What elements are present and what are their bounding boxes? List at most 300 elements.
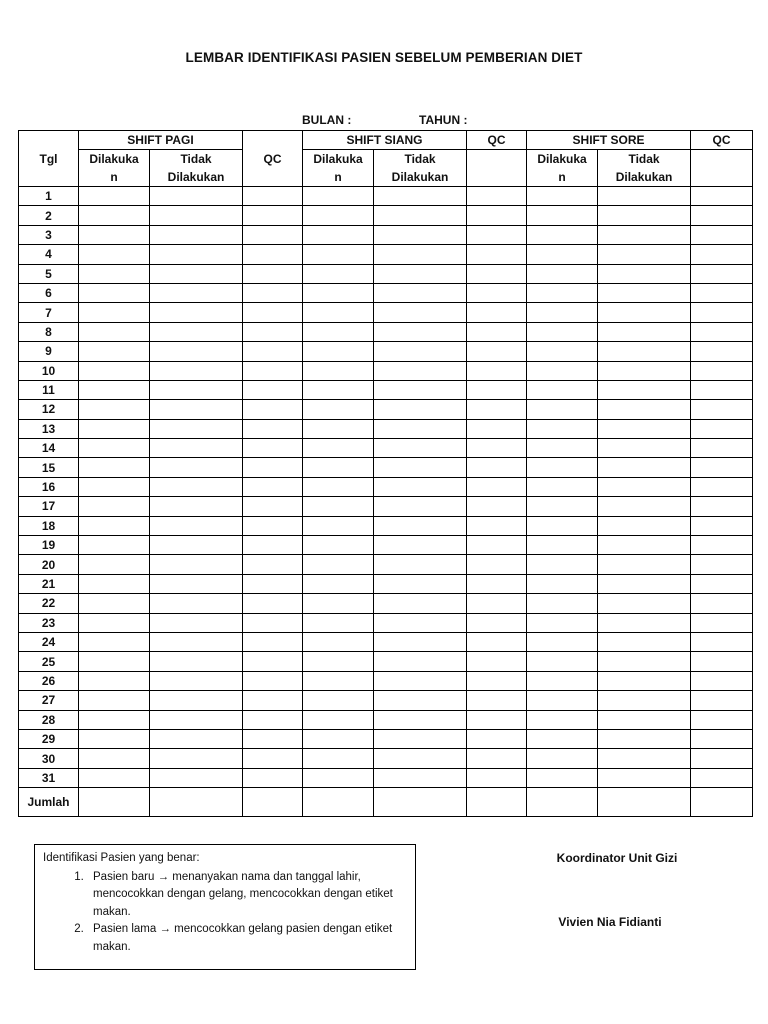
entry-cell[interactable]	[150, 749, 243, 768]
entry-cell[interactable]	[303, 458, 374, 477]
entry-cell[interactable]	[527, 613, 598, 632]
entry-cell[interactable]	[150, 264, 243, 283]
entry-cell[interactable]	[79, 710, 150, 729]
entry-cell[interactable]	[691, 594, 753, 613]
entry-cell[interactable]	[374, 691, 467, 710]
entry-cell[interactable]	[598, 594, 691, 613]
entry-cell[interactable]	[598, 574, 691, 593]
entry-cell[interactable]	[150, 555, 243, 574]
entry-cell[interactable]	[527, 768, 598, 787]
entry-cell[interactable]	[527, 361, 598, 380]
entry-cell[interactable]	[467, 516, 527, 535]
entry-cell[interactable]	[374, 206, 467, 225]
total-cell[interactable]	[374, 788, 467, 817]
entry-cell[interactable]	[527, 264, 598, 283]
entry-cell[interactable]	[150, 225, 243, 244]
entry-cell[interactable]	[243, 458, 303, 477]
entry-cell[interactable]	[303, 652, 374, 671]
entry-cell[interactable]	[243, 652, 303, 671]
entry-cell[interactable]	[598, 361, 691, 380]
entry-cell[interactable]	[243, 419, 303, 438]
entry-cell[interactable]	[467, 283, 527, 302]
entry-cell[interactable]	[303, 632, 374, 651]
entry-cell[interactable]	[303, 594, 374, 613]
entry-cell[interactable]	[691, 536, 753, 555]
entry-cell[interactable]	[150, 516, 243, 535]
entry-cell[interactable]	[303, 225, 374, 244]
entry-cell[interactable]	[79, 439, 150, 458]
entry-cell[interactable]	[691, 206, 753, 225]
entry-cell[interactable]	[303, 380, 374, 399]
entry-cell[interactable]	[527, 671, 598, 690]
entry-cell[interactable]	[691, 710, 753, 729]
entry-cell[interactable]	[374, 749, 467, 768]
entry-cell[interactable]	[79, 768, 150, 787]
entry-cell[interactable]	[467, 419, 527, 438]
entry-cell[interactable]	[374, 516, 467, 535]
entry-cell[interactable]	[374, 303, 467, 322]
entry-cell[interactable]	[527, 632, 598, 651]
entry-cell[interactable]	[527, 322, 598, 341]
entry-cell[interactable]	[79, 632, 150, 651]
entry-cell[interactable]	[374, 477, 467, 496]
qc-header-siang: QC	[467, 131, 527, 150]
entry-cell[interactable]	[150, 574, 243, 593]
entry-cell[interactable]	[79, 574, 150, 593]
entry-cell[interactable]	[374, 400, 467, 419]
entry-cell[interactable]	[527, 303, 598, 322]
entry-cell[interactable]	[303, 536, 374, 555]
entry-cell[interactable]	[150, 322, 243, 341]
entry-cell[interactable]	[243, 768, 303, 787]
entry-cell[interactable]	[467, 225, 527, 244]
entry-cell[interactable]	[598, 283, 691, 302]
entry-cell[interactable]	[374, 458, 467, 477]
note-list	[43, 869, 407, 957]
entry-cell[interactable]	[79, 458, 150, 477]
entry-cell[interactable]	[467, 536, 527, 555]
entry-cell[interactable]	[79, 283, 150, 302]
entry-cell[interactable]	[79, 594, 150, 613]
entry-cell[interactable]	[243, 536, 303, 555]
entry-cell[interactable]	[79, 691, 150, 710]
entry-cell[interactable]	[691, 671, 753, 690]
entry-cell[interactable]	[79, 187, 150, 206]
entry-cell[interactable]	[467, 691, 527, 710]
entry-cell[interactable]	[374, 729, 467, 748]
entry-cell[interactable]	[150, 303, 243, 322]
entry-cell[interactable]	[467, 439, 527, 458]
entry-cell[interactable]	[303, 749, 374, 768]
entry-cell[interactable]	[598, 710, 691, 729]
entry-cell[interactable]	[79, 497, 150, 516]
entry-cell[interactable]	[598, 303, 691, 322]
entry-cell[interactable]	[598, 439, 691, 458]
entry-cell[interactable]	[527, 536, 598, 555]
entry-cell[interactable]	[467, 245, 527, 264]
entry-cell[interactable]	[150, 671, 243, 690]
entry-cell[interactable]	[374, 555, 467, 574]
total-cell[interactable]	[527, 788, 598, 817]
entry-cell[interactable]	[691, 342, 753, 361]
entry-cell[interactable]	[79, 380, 150, 399]
entry-cell[interactable]	[691, 691, 753, 710]
entry-cell[interactable]	[598, 729, 691, 748]
entry-cell[interactable]	[598, 245, 691, 264]
entry-cell[interactable]	[303, 574, 374, 593]
entry-cell[interactable]	[374, 613, 467, 632]
entry-cell[interactable]	[467, 342, 527, 361]
entry-cell[interactable]	[691, 574, 753, 593]
entry-cell[interactable]	[243, 206, 303, 225]
entry-cell[interactable]	[598, 555, 691, 574]
entry-cell[interactable]	[527, 245, 598, 264]
entry-cell[interactable]	[374, 419, 467, 438]
entry-cell[interactable]	[79, 206, 150, 225]
entry-cell[interactable]	[467, 652, 527, 671]
total-cell[interactable]	[79, 788, 150, 817]
entry-cell[interactable]	[527, 652, 598, 671]
total-cell[interactable]	[691, 788, 753, 817]
entry-cell[interactable]	[243, 671, 303, 690]
entry-cell[interactable]	[150, 710, 243, 729]
entry-cell[interactable]	[79, 749, 150, 768]
entry-cell[interactable]	[691, 264, 753, 283]
entry-cell[interactable]	[243, 245, 303, 264]
entry-cell[interactable]	[79, 400, 150, 419]
entry-cell[interactable]	[691, 361, 753, 380]
entry-cell[interactable]	[691, 749, 753, 768]
entry-cell[interactable]	[527, 477, 598, 496]
entry-cell[interactable]	[374, 361, 467, 380]
entry-cell[interactable]	[598, 652, 691, 671]
entry-cell[interactable]	[527, 458, 598, 477]
entry-cell[interactable]	[467, 187, 527, 206]
entry-cell[interactable]	[527, 419, 598, 438]
entry-cell[interactable]	[150, 342, 243, 361]
entry-cell[interactable]	[243, 225, 303, 244]
entry-cell[interactable]	[527, 497, 598, 516]
entry-cell[interactable]	[303, 439, 374, 458]
entry-cell[interactable]	[691, 768, 753, 787]
entry-cell[interactable]	[691, 729, 753, 748]
entry-cell[interactable]	[374, 710, 467, 729]
entry-cell[interactable]	[691, 439, 753, 458]
entry-cell[interactable]	[374, 283, 467, 302]
entry-cell[interactable]	[467, 303, 527, 322]
total-label: Jumlah	[19, 788, 79, 817]
entry-cell[interactable]	[79, 342, 150, 361]
entry-cell[interactable]	[303, 613, 374, 632]
shift-siang-header: SHIFT SIANG	[303, 131, 467, 150]
entry-cell[interactable]	[243, 380, 303, 399]
total-cell[interactable]	[467, 788, 527, 817]
entry-cell[interactable]	[527, 206, 598, 225]
entry-cell[interactable]	[374, 536, 467, 555]
entry-cell[interactable]	[598, 516, 691, 535]
entry-cell[interactable]	[598, 536, 691, 555]
day-number: 19	[19, 536, 79, 555]
total-cell[interactable]	[598, 788, 691, 817]
entry-cell[interactable]	[467, 729, 527, 748]
entry-cell[interactable]	[374, 187, 467, 206]
entry-cell[interactable]	[527, 594, 598, 613]
entry-cell[interactable]	[598, 458, 691, 477]
entry-cell[interactable]	[79, 516, 150, 535]
table-row	[19, 342, 753, 361]
entry-cell[interactable]	[243, 264, 303, 283]
entry-cell[interactable]	[527, 516, 598, 535]
entry-cell[interactable]	[150, 245, 243, 264]
entry-cell[interactable]	[467, 380, 527, 399]
entry-cell[interactable]	[303, 206, 374, 225]
entry-cell[interactable]	[150, 400, 243, 419]
entry-cell[interactable]	[243, 632, 303, 651]
entry-cell[interactable]	[150, 477, 243, 496]
entry-cell[interactable]	[243, 361, 303, 380]
entry-cell[interactable]	[598, 691, 691, 710]
entry-cell[interactable]	[243, 574, 303, 593]
entry-cell[interactable]	[374, 768, 467, 787]
entry-cell[interactable]	[243, 497, 303, 516]
entry-cell[interactable]	[467, 477, 527, 496]
entry-cell[interactable]	[79, 671, 150, 690]
entry-cell[interactable]	[303, 497, 374, 516]
day-number: 14	[19, 439, 79, 458]
entry-cell[interactable]	[243, 594, 303, 613]
entry-cell[interactable]	[243, 516, 303, 535]
entry-cell[interactable]	[374, 652, 467, 671]
entry-cell[interactable]	[374, 439, 467, 458]
entry-cell[interactable]	[691, 497, 753, 516]
entry-cell[interactable]	[150, 768, 243, 787]
entry-cell[interactable]	[527, 749, 598, 768]
entry-cell[interactable]	[150, 206, 243, 225]
entry-cell[interactable]	[150, 187, 243, 206]
entry-cell[interactable]	[598, 497, 691, 516]
entry-cell[interactable]	[303, 245, 374, 264]
entry-cell[interactable]	[243, 477, 303, 496]
entry-cell[interactable]	[527, 283, 598, 302]
entry-cell[interactable]	[374, 342, 467, 361]
entry-cell[interactable]	[243, 729, 303, 748]
entry-cell[interactable]	[467, 671, 527, 690]
entry-cell[interactable]	[303, 361, 374, 380]
entry-cell[interactable]	[79, 225, 150, 244]
table-row	[19, 613, 753, 632]
entry-cell[interactable]	[691, 419, 753, 438]
entry-cell[interactable]	[243, 342, 303, 361]
entry-cell[interactable]	[467, 555, 527, 574]
entry-cell[interactable]	[527, 187, 598, 206]
entry-cell[interactable]	[243, 400, 303, 419]
entry-cell[interactable]	[150, 419, 243, 438]
entry-cell[interactable]	[150, 652, 243, 671]
entry-cell[interactable]	[79, 613, 150, 632]
total-cell[interactable]	[243, 788, 303, 817]
entry-cell[interactable]	[598, 264, 691, 283]
entry-cell[interactable]	[374, 225, 467, 244]
entry-cell[interactable]	[150, 729, 243, 748]
entry-cell[interactable]	[79, 652, 150, 671]
entry-cell[interactable]	[150, 361, 243, 380]
entry-cell[interactable]	[303, 283, 374, 302]
entry-cell[interactable]	[467, 400, 527, 419]
entry-cell[interactable]	[303, 768, 374, 787]
entry-cell[interactable]	[303, 691, 374, 710]
entry-cell[interactable]	[691, 322, 753, 341]
entry-cell[interactable]	[467, 768, 527, 787]
entry-cell[interactable]	[691, 245, 753, 264]
entry-cell[interactable]	[374, 594, 467, 613]
entry-cell[interactable]	[691, 380, 753, 399]
entry-cell[interactable]	[374, 632, 467, 651]
entry-cell[interactable]	[303, 729, 374, 748]
entry-cell[interactable]	[691, 283, 753, 302]
entry-cell[interactable]	[243, 749, 303, 768]
entry-cell[interactable]	[598, 632, 691, 651]
entry-cell[interactable]	[374, 574, 467, 593]
entry-cell[interactable]	[374, 497, 467, 516]
entry-cell[interactable]	[691, 187, 753, 206]
entry-cell[interactable]	[150, 380, 243, 399]
entry-cell[interactable]	[527, 729, 598, 748]
signature-role: Koordinator Unit Gizi	[556, 851, 678, 865]
entry-cell[interactable]	[303, 342, 374, 361]
entry-cell[interactable]	[691, 516, 753, 535]
entry-cell[interactable]	[303, 303, 374, 322]
entry-cell[interactable]	[374, 322, 467, 341]
entry-cell[interactable]	[598, 400, 691, 419]
entry-cell[interactable]	[598, 342, 691, 361]
entry-cell[interactable]	[79, 303, 150, 322]
entry-cell[interactable]	[79, 245, 150, 264]
total-cell[interactable]	[150, 788, 243, 817]
entry-cell[interactable]	[691, 303, 753, 322]
entry-cell[interactable]	[303, 419, 374, 438]
entry-cell[interactable]	[691, 555, 753, 574]
entry-cell[interactable]	[598, 768, 691, 787]
entry-cell[interactable]	[303, 516, 374, 535]
entry-cell[interactable]	[467, 497, 527, 516]
entry-cell[interactable]	[374, 671, 467, 690]
entry-cell[interactable]	[150, 439, 243, 458]
entry-cell[interactable]	[150, 632, 243, 651]
shift-pagi-header: SHIFT PAGI	[79, 131, 243, 150]
entry-cell[interactable]	[691, 613, 753, 632]
entry-cell[interactable]	[527, 342, 598, 361]
entry-cell[interactable]	[374, 264, 467, 283]
entry-cell[interactable]	[150, 283, 243, 302]
entry-cell[interactable]	[79, 419, 150, 438]
entry-cell[interactable]	[598, 322, 691, 341]
entry-cell[interactable]	[243, 691, 303, 710]
entry-cell[interactable]	[467, 322, 527, 341]
entry-cell[interactable]	[527, 710, 598, 729]
entry-cell[interactable]	[79, 729, 150, 748]
entry-cell[interactable]	[691, 400, 753, 419]
entry-cell[interactable]	[79, 477, 150, 496]
entry-cell[interactable]	[303, 710, 374, 729]
entry-cell[interactable]	[527, 380, 598, 399]
entry-cell[interactable]	[691, 652, 753, 671]
entry-cell[interactable]	[598, 225, 691, 244]
entry-cell[interactable]	[150, 613, 243, 632]
entry-cell[interactable]	[598, 613, 691, 632]
entry-cell[interactable]	[243, 555, 303, 574]
entry-cell[interactable]	[598, 419, 691, 438]
entry-cell[interactable]	[691, 458, 753, 477]
entry-cell[interactable]	[598, 477, 691, 496]
entry-cell[interactable]	[467, 264, 527, 283]
entry-cell[interactable]	[303, 400, 374, 419]
entry-cell[interactable]	[243, 187, 303, 206]
entry-cell[interactable]	[467, 749, 527, 768]
entry-cell[interactable]	[691, 225, 753, 244]
entry-cell[interactable]	[467, 594, 527, 613]
qc-blank-siang	[467, 150, 527, 187]
entry-cell[interactable]	[598, 206, 691, 225]
entry-cell[interactable]	[150, 497, 243, 516]
entry-cell[interactable]	[374, 380, 467, 399]
entry-cell[interactable]	[79, 361, 150, 380]
entry-cell[interactable]	[374, 245, 467, 264]
entry-cell[interactable]	[79, 322, 150, 341]
entry-cell[interactable]	[303, 477, 374, 496]
entry-cell[interactable]	[243, 439, 303, 458]
entry-cell[interactable]	[243, 303, 303, 322]
entry-cell[interactable]	[467, 613, 527, 632]
entry-cell[interactable]	[467, 361, 527, 380]
entry-cell[interactable]	[598, 671, 691, 690]
entry-cell[interactable]	[79, 536, 150, 555]
entry-cell[interactable]	[303, 671, 374, 690]
entry-cell[interactable]	[243, 613, 303, 632]
entry-cell[interactable]	[303, 555, 374, 574]
entry-cell[interactable]	[527, 225, 598, 244]
entry-cell[interactable]	[303, 187, 374, 206]
total-cell[interactable]	[303, 788, 374, 817]
entry-cell[interactable]	[598, 749, 691, 768]
day-number: 1	[19, 187, 79, 206]
entry-cell[interactable]	[303, 322, 374, 341]
entry-cell[interactable]	[150, 458, 243, 477]
entry-cell[interactable]	[467, 206, 527, 225]
entry-cell[interactable]	[467, 574, 527, 593]
entry-cell[interactable]	[79, 264, 150, 283]
entry-cell[interactable]	[150, 536, 243, 555]
entry-cell[interactable]	[467, 632, 527, 651]
entry-cell[interactable]	[243, 322, 303, 341]
entry-cell[interactable]	[303, 264, 374, 283]
entry-cell[interactable]	[527, 439, 598, 458]
entry-cell[interactable]	[150, 691, 243, 710]
entry-cell[interactable]	[243, 710, 303, 729]
entry-cell[interactable]	[527, 400, 598, 419]
entry-cell[interactable]	[527, 574, 598, 593]
entry-cell[interactable]	[467, 710, 527, 729]
entry-cell[interactable]	[691, 477, 753, 496]
entry-cell[interactable]	[150, 594, 243, 613]
entry-cell[interactable]	[527, 691, 598, 710]
entry-cell[interactable]	[598, 187, 691, 206]
entry-cell[interactable]	[79, 555, 150, 574]
entry-cell[interactable]	[467, 458, 527, 477]
entry-cell[interactable]	[527, 555, 598, 574]
entry-cell[interactable]	[598, 380, 691, 399]
entry-cell[interactable]	[691, 632, 753, 651]
entry-cell[interactable]	[243, 283, 303, 302]
